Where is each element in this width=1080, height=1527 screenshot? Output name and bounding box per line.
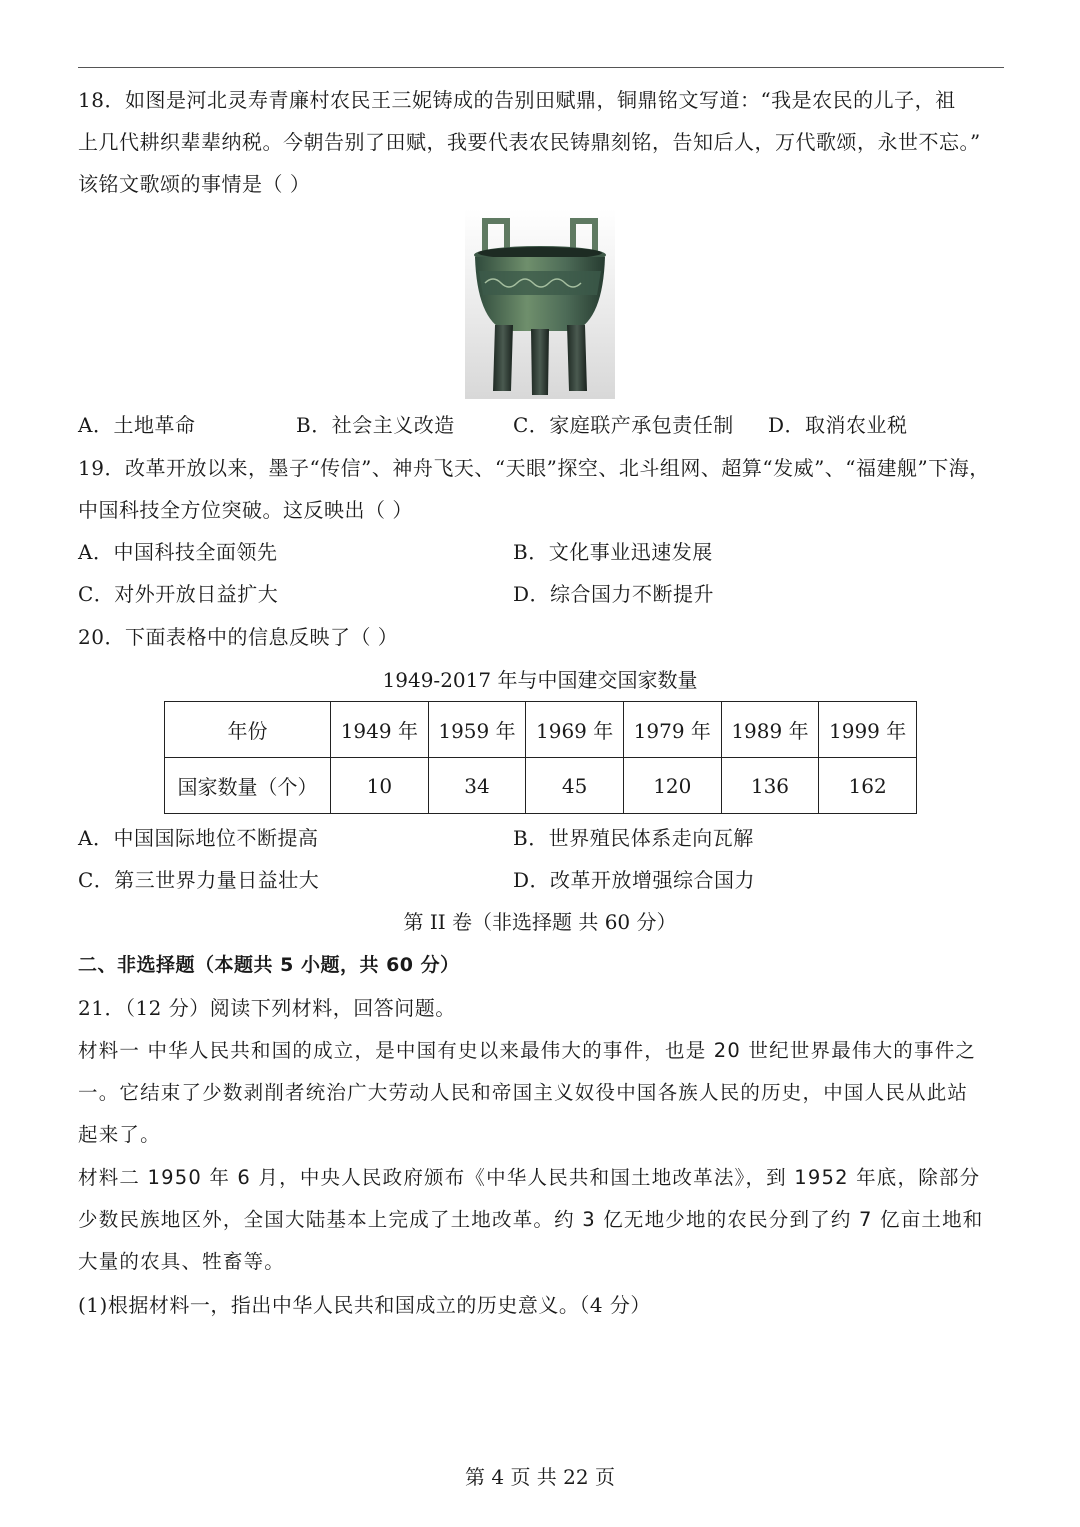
count-cell: 45 [526,758,624,814]
q20-option-c: C．第三世界力量日益壮大 [78,868,320,892]
q18-option-b: B．社会主义改造 [296,413,455,437]
year-cell: 1999 年 [819,702,917,758]
q18-line-3: 该铭文歌颂的事情是（ ） [78,172,311,196]
q21-material1-line-2: 一。它结束了少数剥削者统治广大劳动人民和帝国主义奴役中国各族人民的历史，中国人民从此站 [78,1081,969,1104]
page-number: 第 4 页 共 22 页 [465,1465,615,1489]
row-header-count: 国家数量（个） [165,758,331,814]
q21-intro: 21．（12 分）阅读下列材料，回答问题。 [78,996,456,1020]
q18-line-1: 18．如图是河北灵寿青廉村农民王三妮铸成的告别田赋鼎，铜鼎铭文写道：“我是农民的儿子，祖 [78,88,956,112]
q21-material1-line-1: 材料一 中华人民共和国的成立，是中国有史以来最伟大的事件，也是 20 世纪世界最伟大的事件之 [78,1039,977,1062]
q19-line-2: 中国科技全方位突破。这反映出（ ） [78,498,413,522]
part2-heading: 二、非选择题（本题共 5 小题，共 60 分） [78,954,460,976]
q20-option-d: D．改革开放增强综合国力 [513,868,756,892]
year-cell: 1969 年 [526,702,624,758]
q21-material2-line-1: 材料二 1950 年 6 月，中央人民政府颁布《中华人民共和国土地改革法》，到 1952 年底，除部分 [78,1166,981,1189]
table-row [165,758,917,814]
q19-option-b: B．文化事业迅速发展 [513,540,713,564]
diplomatic-relations-table [164,701,917,814]
q19-option-a: A．中国科技全面领先 [78,540,278,564]
row-header-year: 年份 [165,702,331,758]
q18-option-a: A．土地革命 [78,413,196,437]
q18-option-c: C．家庭联产承包责任制 [513,413,734,437]
year-cell: 1989 年 [721,702,819,758]
q21-subquestion-1: (1)根据材料一，指出中华人民共和国成立的历史意义。（4 分） [78,1293,651,1317]
q20-line-1: 20．下面表格中的信息反映了（ ） [78,625,399,649]
count-cell: 10 [331,758,429,814]
count-cell: 34 [428,758,526,814]
bronze-ding-image [465,209,615,399]
q20-option-b: B．世界殖民体系走向瓦解 [513,826,754,850]
q21-material2-line-2: 少数民族地区外，全国大陆基本上完成了土地改革。约 3 亿无地少地的农民分到了约 7 亿亩土地和 [78,1208,984,1231]
count-cell: 136 [721,758,819,814]
table-title: 1949-2017 年与中国建交国家数量 [382,668,698,692]
q18-option-d: D．取消农业税 [768,413,908,437]
q19-option-d: D．综合国力不断提升 [513,582,715,606]
count-cell: 120 [623,758,721,814]
part2-title: 第 II 卷（非选择题 共 60 分） [403,910,677,934]
year-cell: 1949 年 [331,702,429,758]
year-cell: 1959 年 [428,702,526,758]
header-rule [78,67,1004,68]
q20-option-a: A．中国国际地位不断提高 [78,826,319,850]
q18-line-2: 上几代耕织辈辈纳税。今朝告别了田赋，我要代表农民铸鼎刻铭，告知后人，万代歌颂，永世不忘。” [78,130,981,154]
table-row [165,702,917,758]
q21-material2-line-3: 大量的农具、牲畜等。 [78,1250,286,1273]
count-cell: 162 [819,758,917,814]
q21-material1-line-3: 起来了。 [78,1123,161,1146]
q19-option-c: C．对外开放日益扩大 [78,582,279,606]
q19-line-1: 19．改革开放以来，墨子“传信”、神舟飞天、“天眼”探空、北斗组网、超算“发威”、“福建舰”下海， [78,456,990,480]
year-cell: 1979 年 [623,702,721,758]
